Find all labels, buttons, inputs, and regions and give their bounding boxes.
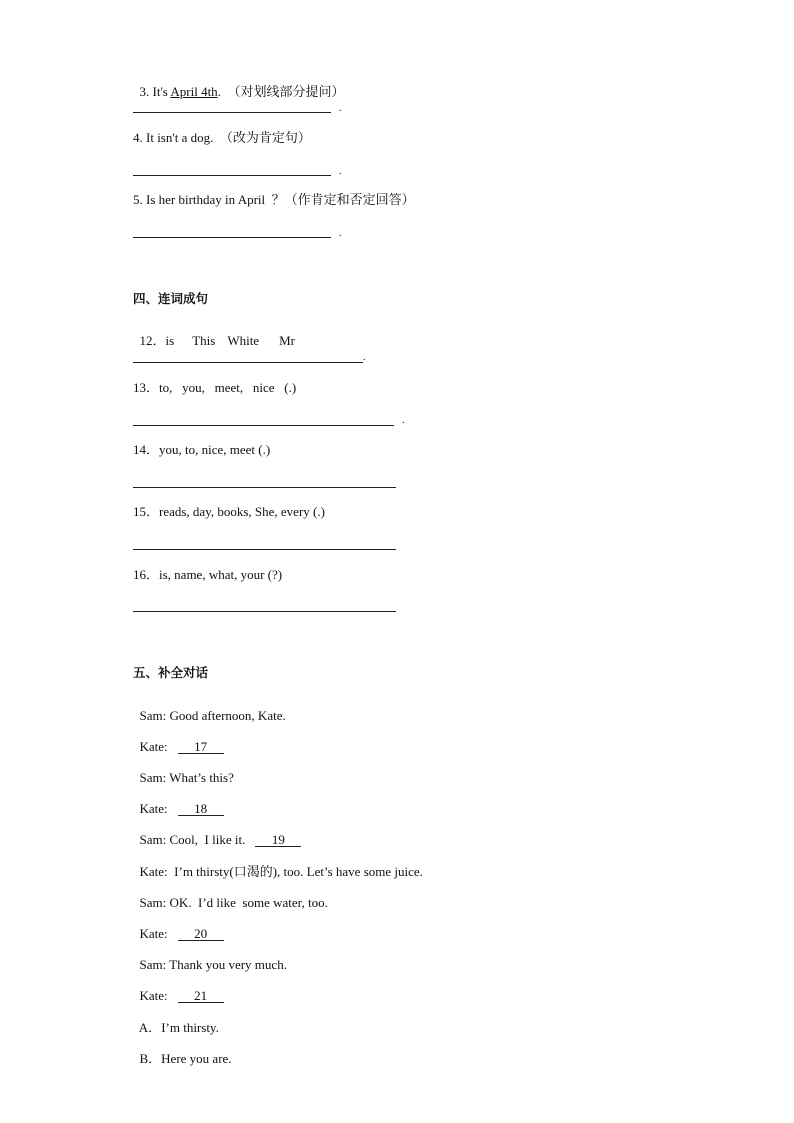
- question-12-word: White: [227, 333, 260, 348]
- option-a: [133, 1004, 219, 1036]
- dialogue-speaker: Sam:: [139, 770, 167, 785]
- dialogue-speaker: Kate:: [139, 926, 168, 941]
- dialogue-speaker: Sam:: [139, 957, 167, 972]
- section-heading-5: 五、补全对话: [133, 665, 209, 680]
- question-12-word: Mr: [279, 333, 295, 348]
- answer-period-3: .: [339, 103, 342, 114]
- dialogue-speaker: Kate:: [139, 739, 168, 754]
- answer-line-14[interactable]: [133, 487, 396, 488]
- answer-line-4[interactable]: [133, 175, 331, 176]
- option-b: [133, 1035, 232, 1067]
- dialogue-speaker: Kate:: [139, 801, 168, 816]
- answer-period-5: .: [339, 228, 342, 239]
- question-3-underlined-part: April 4th: [170, 84, 218, 99]
- answer-period-13: .: [402, 415, 405, 426]
- question-12-word: is: [165, 333, 175, 348]
- answer-line-3[interactable]: [133, 112, 331, 113]
- answer-period-12: .: [363, 352, 366, 363]
- dialogue-line: [133, 692, 286, 724]
- dialogue-text: OK. I’d like some water, too.: [166, 895, 328, 910]
- question-16: 16．is, name, what, your (?): [133, 567, 283, 582]
- answer-line-15[interactable]: [133, 549, 396, 550]
- question-4: 4. It isn't a dog. （改为肯定句）: [133, 130, 311, 145]
- option-letter: A．: [138, 1020, 162, 1035]
- dialogue-blank[interactable]: 20: [178, 927, 224, 941]
- question-12: [133, 317, 295, 349]
- answer-line-12[interactable]: [133, 362, 363, 363]
- dialogue-line: [133, 910, 224, 942]
- question-13: 13．to, you, meet, nice (.): [133, 380, 297, 395]
- question-12-word: This: [192, 333, 216, 348]
- dialogue-line: [133, 941, 287, 973]
- dialogue-line: [133, 848, 423, 880]
- dialogue-text: Cool, I like it.: [166, 832, 246, 847]
- dialogue-text: I’m thirsty(口渴的), too. Let’s have some juice.: [167, 864, 423, 879]
- question-5: 5. Is her birthday in April ？（作肯定和否定回答）: [133, 192, 415, 207]
- question-3: [133, 68, 344, 100]
- dialogue-text: Thank you very much.: [166, 957, 287, 972]
- section-heading-4: 四、连词成句: [133, 291, 209, 306]
- answer-line-13[interactable]: [133, 425, 394, 426]
- answer-period-4: .: [339, 166, 342, 177]
- dialogue-line: [133, 723, 224, 755]
- dialogue-speaker: Sam:: [139, 832, 167, 847]
- dialogue-speaker: Kate:: [139, 864, 168, 879]
- dialogue-line: [133, 785, 224, 817]
- dialogue-line: [133, 972, 224, 1004]
- dialogue-line: [133, 879, 328, 911]
- question-12-number: 12．: [139, 333, 166, 348]
- dialogue-blank[interactable]: 19: [255, 833, 301, 847]
- option-text: I’m thirsty.: [161, 1020, 219, 1035]
- option-letter: B．: [139, 1051, 162, 1066]
- answer-line-16[interactable]: [133, 611, 396, 612]
- dialogue-blank[interactable]: 21: [178, 989, 224, 1003]
- question-3-prefix: 3. It's: [139, 84, 171, 99]
- answer-line-5[interactable]: [133, 237, 331, 238]
- dialogue-speaker: Sam:: [139, 708, 167, 723]
- question-3-suffix: . （对划线部分提问）: [217, 84, 345, 99]
- question-15: 15．reads, day, books, She, every (.): [133, 504, 325, 519]
- dialogue-blank[interactable]: 17: [178, 740, 224, 754]
- dialogue-text: Good afternoon, Kate.: [166, 708, 286, 723]
- dialogue-line: [133, 754, 234, 786]
- question-14: 14．you, to, nice, meet (.): [133, 442, 271, 457]
- option-text: Here you are.: [161, 1051, 232, 1066]
- dialogue-text: What’s this?: [166, 770, 234, 785]
- dialogue-line: [133, 816, 301, 848]
- dialogue-speaker: Sam:: [139, 895, 167, 910]
- dialogue-blank[interactable]: 18: [178, 802, 224, 816]
- dialogue-speaker: Kate:: [139, 988, 168, 1003]
